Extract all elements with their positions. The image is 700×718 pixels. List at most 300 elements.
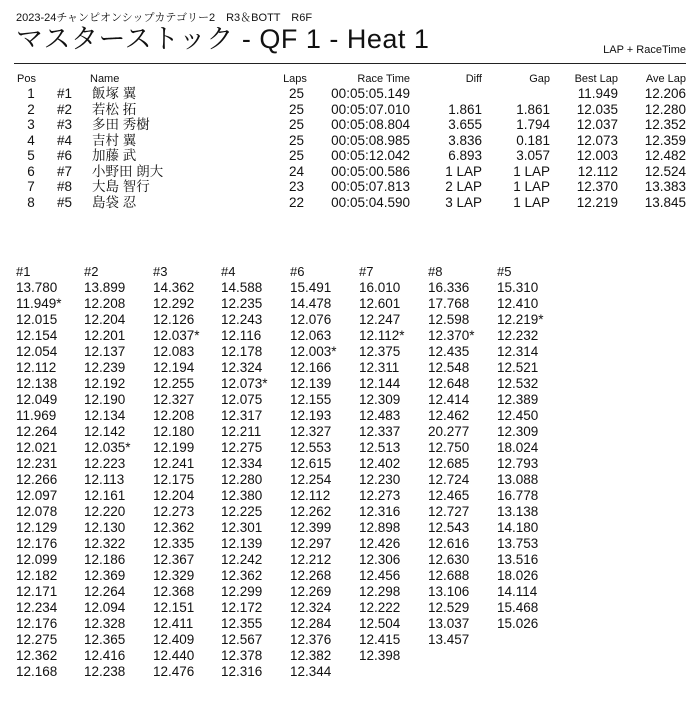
lap-column bbox=[16, 264, 84, 680]
lap-time: 13.138 bbox=[497, 504, 539, 519]
table-row bbox=[0, 86, 700, 102]
cell-diff: 3 LAP bbox=[445, 194, 482, 210]
lap-time: 12.021 bbox=[16, 440, 58, 455]
lap-time: 12.327 bbox=[153, 392, 195, 407]
results-table bbox=[0, 72, 700, 210]
title-rule bbox=[14, 63, 686, 64]
lap-time: 12.327 bbox=[290, 424, 332, 439]
lap-time: 12.037* bbox=[153, 328, 200, 343]
lap-time: 15.310 bbox=[497, 280, 539, 295]
lap-time: 12.175 bbox=[153, 472, 195, 487]
lap-time: 12.242 bbox=[221, 552, 263, 567]
lap-time: 12.337 bbox=[359, 424, 401, 439]
lap-time: 12.301 bbox=[221, 520, 263, 535]
lap-time: 12.083 bbox=[153, 344, 195, 359]
lap-time: 13.037 bbox=[428, 616, 470, 631]
cell-driver-name: 加藤 武 bbox=[92, 148, 137, 163]
lap-time: 12.380 bbox=[221, 488, 263, 503]
lap-time: 12.139 bbox=[221, 536, 263, 551]
lap-time: 12.232 bbox=[497, 328, 539, 343]
cell-laps: 25 bbox=[288, 86, 305, 101]
cell-laps: 25 bbox=[288, 132, 305, 148]
cell-laps: 22 bbox=[288, 194, 305, 210]
lap-time: 12.598 bbox=[428, 312, 470, 327]
lap-time: 12.548 bbox=[428, 360, 470, 375]
lap-time: 12.398 bbox=[359, 648, 401, 663]
lap-time: 14.588 bbox=[221, 280, 263, 295]
cell-best-lap: 12.037 bbox=[576, 117, 618, 132]
lap-time: 12.362 bbox=[221, 568, 263, 583]
cell-race-time: 00:05:00.586 bbox=[331, 163, 410, 179]
cell-laps: 25 bbox=[288, 117, 305, 132]
lap-time: 12.402 bbox=[359, 456, 401, 471]
lap-time: 12.075 bbox=[221, 392, 263, 407]
lap-time: 12.112 bbox=[290, 488, 331, 503]
cell-pos: 3 bbox=[27, 117, 35, 132]
lap-time: 12.399 bbox=[290, 520, 332, 535]
lap-time: 16.336 bbox=[428, 280, 470, 295]
lap-time: 12.094 bbox=[84, 600, 126, 615]
cell-best-lap: 12.073 bbox=[576, 132, 618, 148]
lap-time: 16.010 bbox=[359, 280, 401, 295]
lap-time: 12.116 bbox=[221, 328, 262, 343]
race-subtitle: 2023-24チャンピオンシップカテゴリー2 R3＆BOTT R6F bbox=[16, 12, 313, 24]
cell-diff: 1 LAP bbox=[445, 163, 482, 179]
lap-time: 12.630 bbox=[428, 552, 470, 567]
cell-ave-lap: 12.352 bbox=[644, 117, 686, 132]
lap-time: 12.172 bbox=[221, 600, 263, 615]
lap-time: 12.155 bbox=[290, 392, 332, 407]
lap-time: 12.112* bbox=[359, 328, 405, 343]
lap-time: 12.247 bbox=[359, 312, 401, 327]
lap-time: 12.273 bbox=[153, 504, 195, 519]
lap-time: 14.114 bbox=[497, 584, 538, 599]
lap-time: 12.241 bbox=[153, 456, 195, 471]
lap-time: 12.365 bbox=[84, 632, 126, 647]
lap-time: 12.003* bbox=[290, 344, 337, 359]
lap-time: 12.275 bbox=[16, 632, 58, 647]
lap-time: 15.468 bbox=[497, 600, 539, 615]
lap-column-header: #4 bbox=[221, 264, 236, 279]
lap-time: 12.306 bbox=[359, 552, 401, 567]
lap-time: 12.316 bbox=[221, 664, 263, 679]
cell-ave-lap: 12.524 bbox=[644, 163, 686, 179]
lap-time: 12.435 bbox=[428, 344, 470, 359]
lap-time: 12.049 bbox=[16, 392, 58, 407]
lap-time: 12.284 bbox=[290, 616, 332, 631]
lap-time: 12.543 bbox=[428, 520, 470, 535]
lap-time: 14.478 bbox=[290, 296, 332, 311]
lap-time: 12.456 bbox=[359, 568, 401, 583]
lap-column-header: #7 bbox=[359, 264, 374, 279]
cell-ave-lap: 13.845 bbox=[644, 194, 686, 210]
header-best-lap: Best Lap bbox=[574, 73, 618, 85]
lap-time: 13.457 bbox=[428, 632, 470, 647]
header-ave-lap: Ave Lap bbox=[645, 73, 686, 85]
lap-time: 12.615 bbox=[290, 456, 332, 471]
lap-time: 12.239 bbox=[84, 360, 126, 375]
lap-time: 12.378 bbox=[221, 648, 263, 663]
cell-pos: 1 bbox=[27, 86, 35, 101]
lap-time: 14.180 bbox=[497, 520, 539, 535]
lap-time: 12.409 bbox=[153, 632, 195, 647]
results-body bbox=[0, 86, 700, 210]
cell-kart-number: #7 bbox=[57, 163, 73, 179]
lap-time: 12.204 bbox=[84, 312, 126, 327]
cell-gap: 1 LAP bbox=[513, 179, 550, 194]
lap-time: 12.324 bbox=[290, 600, 332, 615]
cell-laps: 24 bbox=[288, 163, 305, 179]
lap-time: 12.750 bbox=[428, 440, 470, 455]
lap-time: 12.154 bbox=[16, 328, 58, 343]
page-title: マスターストック - QF 1 - Heat 1 bbox=[16, 24, 430, 54]
cell-driver-name: 小野田 朗大 bbox=[92, 163, 164, 179]
table-row bbox=[0, 117, 700, 133]
cell-gap: 1.861 bbox=[516, 101, 550, 117]
cell-laps: 23 bbox=[288, 179, 305, 194]
lap-time: 12.727 bbox=[428, 504, 470, 519]
cell-ave-lap: 13.383 bbox=[644, 179, 686, 194]
lap-time: 12.212 bbox=[290, 552, 332, 567]
lap-time: 12.129 bbox=[16, 520, 58, 535]
lap-time: 12.344 bbox=[290, 664, 332, 679]
lap-time: 12.144 bbox=[359, 376, 401, 391]
lap-time: 12.529 bbox=[428, 600, 470, 615]
lap-time: 12.190 bbox=[84, 392, 126, 407]
lap-time: 12.415 bbox=[359, 632, 401, 647]
cell-race-time: 00:05:12.042 bbox=[331, 148, 410, 163]
lap-time: 13.753 bbox=[497, 536, 539, 551]
cell-race-time: 00:05:05.149 bbox=[331, 86, 410, 101]
lap-time: 12.567 bbox=[221, 632, 263, 647]
cell-driver-name: 島袋 忍 bbox=[92, 194, 137, 210]
lap-time: 18.024 bbox=[497, 440, 539, 455]
lap-time: 12.178 bbox=[221, 344, 263, 359]
cell-driver-name: 若松 拓 bbox=[92, 101, 137, 117]
lap-time: 12.097 bbox=[16, 488, 58, 503]
lap-time: 12.073* bbox=[221, 376, 268, 391]
lap-time: 15.491 bbox=[290, 280, 332, 295]
lap-time: 12.186 bbox=[84, 552, 126, 567]
lap-time: 12.410 bbox=[497, 296, 539, 311]
lap-time: 12.199 bbox=[153, 440, 195, 455]
lap-time: 12.112 bbox=[16, 360, 57, 375]
lap-time: 20.277 bbox=[428, 424, 470, 439]
lap-time: 12.362 bbox=[16, 648, 58, 663]
lap-time: 12.311 bbox=[359, 360, 400, 375]
lap-time: 12.078 bbox=[16, 504, 58, 519]
lap-time: 12.176 bbox=[16, 536, 58, 551]
cell-pos: 8 bbox=[27, 194, 35, 210]
cell-race-time: 00:05:07.813 bbox=[331, 179, 410, 194]
lap-time: 12.151 bbox=[153, 600, 195, 615]
cell-ave-lap: 12.280 bbox=[644, 101, 686, 117]
cell-driver-name: 大島 智行 bbox=[92, 179, 150, 194]
cell-driver-name: 吉村 翼 bbox=[92, 132, 137, 148]
cell-ave-lap: 12.482 bbox=[644, 148, 686, 163]
lap-time: 12.182 bbox=[16, 568, 58, 583]
lap-time: 13.088 bbox=[497, 472, 539, 487]
cell-pos: 2 bbox=[27, 101, 35, 117]
lap-time: 12.553 bbox=[290, 440, 332, 455]
cell-laps: 25 bbox=[288, 101, 305, 117]
lap-time: 12.389 bbox=[497, 392, 539, 407]
lap-time: 12.243 bbox=[221, 312, 263, 327]
lap-time: 12.414 bbox=[428, 392, 470, 407]
lap-time: 12.063 bbox=[290, 328, 332, 343]
lap-time: 12.142 bbox=[84, 424, 126, 439]
lap-time: 12.273 bbox=[359, 488, 401, 503]
lap-time: 12.268 bbox=[290, 568, 332, 583]
cell-ave-lap: 12.206 bbox=[644, 86, 686, 101]
lap-time: 12.113 bbox=[84, 472, 125, 487]
lap-time: 12.208 bbox=[84, 296, 126, 311]
cell-best-lap: 11.949 bbox=[577, 86, 618, 101]
cell-best-lap: 12.003 bbox=[576, 148, 618, 163]
cell-race-time: 00:05:08.804 bbox=[331, 117, 410, 132]
lap-time: 12.264 bbox=[84, 584, 126, 599]
lap-time: 12.292 bbox=[153, 296, 195, 311]
lap-time: 11.949* bbox=[16, 296, 62, 311]
lap-time: 12.208 bbox=[153, 408, 195, 423]
lap-time: 12.076 bbox=[290, 312, 332, 327]
lap-time: 12.099 bbox=[16, 552, 58, 567]
lap-racetime-note: LAP + RaceTime bbox=[603, 44, 686, 56]
cell-driver-name: 多田 秀樹 bbox=[92, 117, 150, 132]
lap-time: 12.275 bbox=[221, 440, 263, 455]
lap-time: 12.465 bbox=[428, 488, 470, 503]
cell-diff: 3.836 bbox=[448, 132, 482, 148]
lap-time: 12.648 bbox=[428, 376, 470, 391]
cell-kart-number: #2 bbox=[57, 101, 73, 117]
lap-time: 12.322 bbox=[84, 536, 126, 551]
lap-column-header: #2 bbox=[84, 264, 99, 279]
lap-time: 12.688 bbox=[428, 568, 470, 583]
cell-diff: 3.655 bbox=[448, 117, 482, 132]
lap-time: 14.362 bbox=[153, 280, 195, 295]
lap-time: 11.969 bbox=[16, 408, 57, 423]
lap-column bbox=[428, 264, 496, 648]
lap-time: 12.266 bbox=[16, 472, 58, 487]
lap-time: 15.026 bbox=[497, 616, 539, 631]
lap-time: 12.483 bbox=[359, 408, 401, 423]
cell-best-lap: 12.035 bbox=[576, 101, 618, 117]
lap-time: 17.768 bbox=[428, 296, 470, 311]
lap-time: 12.192 bbox=[84, 376, 126, 391]
lap-time: 12.334 bbox=[221, 456, 263, 471]
lap-time: 12.220 bbox=[84, 504, 126, 519]
lap-time: 12.369 bbox=[84, 568, 126, 583]
lap-time: 12.316 bbox=[359, 504, 401, 519]
lap-time: 12.416 bbox=[84, 648, 126, 663]
lap-time: 12.521 bbox=[497, 360, 539, 375]
lap-time: 12.375 bbox=[359, 344, 401, 359]
lap-time: 12.298 bbox=[359, 584, 401, 599]
header-laps: Laps bbox=[283, 73, 307, 85]
cell-kart-number: #1 bbox=[57, 86, 73, 101]
cell-pos: 6 bbox=[27, 163, 35, 179]
cell-ave-lap: 12.359 bbox=[644, 132, 686, 148]
cell-best-lap: 12.112 bbox=[577, 163, 618, 179]
cell-diff: 2 LAP bbox=[445, 179, 482, 194]
lap-time: 12.368 bbox=[153, 584, 195, 599]
header-pos: Pos bbox=[17, 73, 36, 85]
lap-time: 12.166 bbox=[290, 360, 332, 375]
header-race-time: Race Time bbox=[357, 73, 410, 85]
cell-gap: 1 LAP bbox=[513, 194, 550, 210]
table-row bbox=[0, 179, 700, 195]
cell-race-time: 00:05:08.985 bbox=[331, 132, 410, 148]
lap-time: 12.362 bbox=[153, 520, 195, 535]
cell-laps: 25 bbox=[288, 148, 305, 163]
lap-time: 12.269 bbox=[290, 584, 332, 599]
lap-time: 12.504 bbox=[359, 616, 401, 631]
lap-time: 12.211 bbox=[221, 424, 262, 439]
lap-time: 12.532 bbox=[497, 376, 539, 391]
lap-time: 12.324 bbox=[221, 360, 263, 375]
lap-time: 12.309 bbox=[359, 392, 401, 407]
lap-time: 12.015 bbox=[16, 312, 58, 327]
lap-time: 12.134 bbox=[84, 408, 126, 423]
lap-time: 12.264 bbox=[16, 424, 58, 439]
lap-time: 12.411 bbox=[153, 616, 194, 631]
results-header-row bbox=[0, 72, 700, 86]
lap-time: 12.138 bbox=[16, 376, 58, 391]
lap-time: 12.297 bbox=[290, 536, 332, 551]
lap-time: 12.171 bbox=[16, 584, 58, 599]
lap-time: 12.370* bbox=[428, 328, 475, 343]
lap-time: 12.231 bbox=[16, 456, 58, 471]
lap-time: 12.376 bbox=[290, 632, 332, 647]
lap-time: 12.262 bbox=[290, 504, 332, 519]
lap-time: 12.238 bbox=[84, 664, 126, 679]
table-row bbox=[0, 148, 700, 164]
lap-time: 13.780 bbox=[16, 280, 58, 295]
lap-column bbox=[221, 264, 289, 680]
lap-time: 12.299 bbox=[221, 584, 263, 599]
lap-time: 12.035* bbox=[84, 440, 131, 455]
lap-time: 12.328 bbox=[84, 616, 126, 631]
lap-time: 12.426 bbox=[359, 536, 401, 551]
lap-time: 18.026 bbox=[497, 568, 539, 583]
lap-time: 12.234 bbox=[16, 600, 58, 615]
lap-time: 13.106 bbox=[428, 584, 470, 599]
lap-time: 12.476 bbox=[153, 664, 195, 679]
lap-column-header: #1 bbox=[16, 264, 31, 279]
cell-driver-name: 飯塚 翼 bbox=[92, 86, 137, 101]
lap-time: 13.516 bbox=[497, 552, 539, 567]
lap-time: 12.329 bbox=[153, 568, 195, 583]
lap-time: 12.137 bbox=[84, 344, 126, 359]
lap-column-header: #8 bbox=[428, 264, 443, 279]
cell-pos: 4 bbox=[27, 132, 35, 148]
lap-time: 12.450 bbox=[497, 408, 539, 423]
cell-diff: 6.893 bbox=[448, 148, 482, 163]
lap-time: 12.280 bbox=[221, 472, 263, 487]
lap-column bbox=[290, 264, 358, 680]
lap-time: 12.462 bbox=[428, 408, 470, 423]
table-row bbox=[0, 195, 700, 211]
lap-time: 12.139 bbox=[290, 376, 332, 391]
lap-time: 12.193 bbox=[290, 408, 332, 423]
lap-time: 12.126 bbox=[153, 312, 195, 327]
lap-time: 12.382 bbox=[290, 648, 332, 663]
lap-time: 12.601 bbox=[359, 296, 401, 311]
lap-time: 12.317 bbox=[221, 408, 263, 423]
lap-time: 12.161 bbox=[84, 488, 126, 503]
lap-time: 12.130 bbox=[84, 520, 126, 535]
lap-column-header: #6 bbox=[290, 264, 305, 279]
lap-column-header: #3 bbox=[153, 264, 168, 279]
cell-kart-number: #4 bbox=[57, 132, 73, 148]
lap-time: 12.194 bbox=[153, 360, 195, 375]
cell-kart-number: #8 bbox=[57, 179, 73, 194]
cell-race-time: 00:05:07.010 bbox=[331, 101, 410, 117]
lap-time: 12.793 bbox=[497, 456, 539, 471]
lap-time: 13.899 bbox=[84, 280, 126, 295]
lap-time: 12.223 bbox=[84, 456, 126, 471]
lap-time: 12.225 bbox=[221, 504, 263, 519]
lap-column bbox=[359, 264, 427, 664]
cell-kart-number: #3 bbox=[57, 117, 73, 132]
header-diff: Diff bbox=[465, 73, 482, 85]
lap-time: 12.255 bbox=[153, 376, 195, 391]
lap-time: 12.176 bbox=[16, 616, 58, 631]
cell-gap: 1 LAP bbox=[513, 163, 550, 179]
table-row bbox=[0, 102, 700, 118]
lap-time: 12.440 bbox=[153, 648, 195, 663]
lap-column bbox=[497, 264, 565, 632]
lap-time: 12.616 bbox=[428, 536, 470, 551]
lap-time: 12.219* bbox=[497, 312, 544, 327]
header-name: Name bbox=[90, 73, 120, 85]
cell-gap: 1.794 bbox=[516, 117, 550, 132]
cell-gap: 0.181 bbox=[516, 132, 550, 148]
cell-best-lap: 12.219 bbox=[576, 194, 618, 210]
lap-time: 12.685 bbox=[428, 456, 470, 471]
lap-time: 12.513 bbox=[359, 440, 401, 455]
lap-time: 12.898 bbox=[359, 520, 401, 535]
table-row bbox=[0, 133, 700, 149]
lap-time: 12.230 bbox=[359, 472, 401, 487]
lap-time: 12.314 bbox=[497, 344, 539, 359]
lap-time: 12.254 bbox=[290, 472, 332, 487]
lap-time: 12.168 bbox=[16, 664, 58, 679]
lap-column-header: #5 bbox=[497, 264, 512, 279]
cell-best-lap: 12.370 bbox=[576, 179, 618, 194]
table-row bbox=[0, 164, 700, 180]
cell-diff: 1.861 bbox=[448, 101, 482, 117]
lap-time: 12.204 bbox=[153, 488, 195, 503]
cell-race-time: 00:05:04.590 bbox=[331, 194, 410, 210]
lap-time: 12.309 bbox=[497, 424, 539, 439]
cell-pos: 5 bbox=[27, 148, 35, 163]
lap-column bbox=[153, 264, 221, 680]
lap-time: 12.724 bbox=[428, 472, 470, 487]
cell-kart-number: #5 bbox=[57, 194, 73, 210]
cell-pos: 7 bbox=[27, 179, 35, 194]
lap-time: 12.335 bbox=[153, 536, 195, 551]
header-gap: Gap bbox=[529, 73, 550, 85]
lap-time: 12.367 bbox=[153, 552, 195, 567]
lap-column bbox=[84, 264, 152, 680]
cell-gap: 3.057 bbox=[516, 148, 550, 163]
lap-time: 16.778 bbox=[497, 488, 539, 503]
cell-kart-number: #6 bbox=[57, 148, 73, 163]
lap-time: 12.235 bbox=[221, 296, 263, 311]
lap-time: 12.355 bbox=[221, 616, 263, 631]
lap-time: 12.201 bbox=[84, 328, 126, 343]
